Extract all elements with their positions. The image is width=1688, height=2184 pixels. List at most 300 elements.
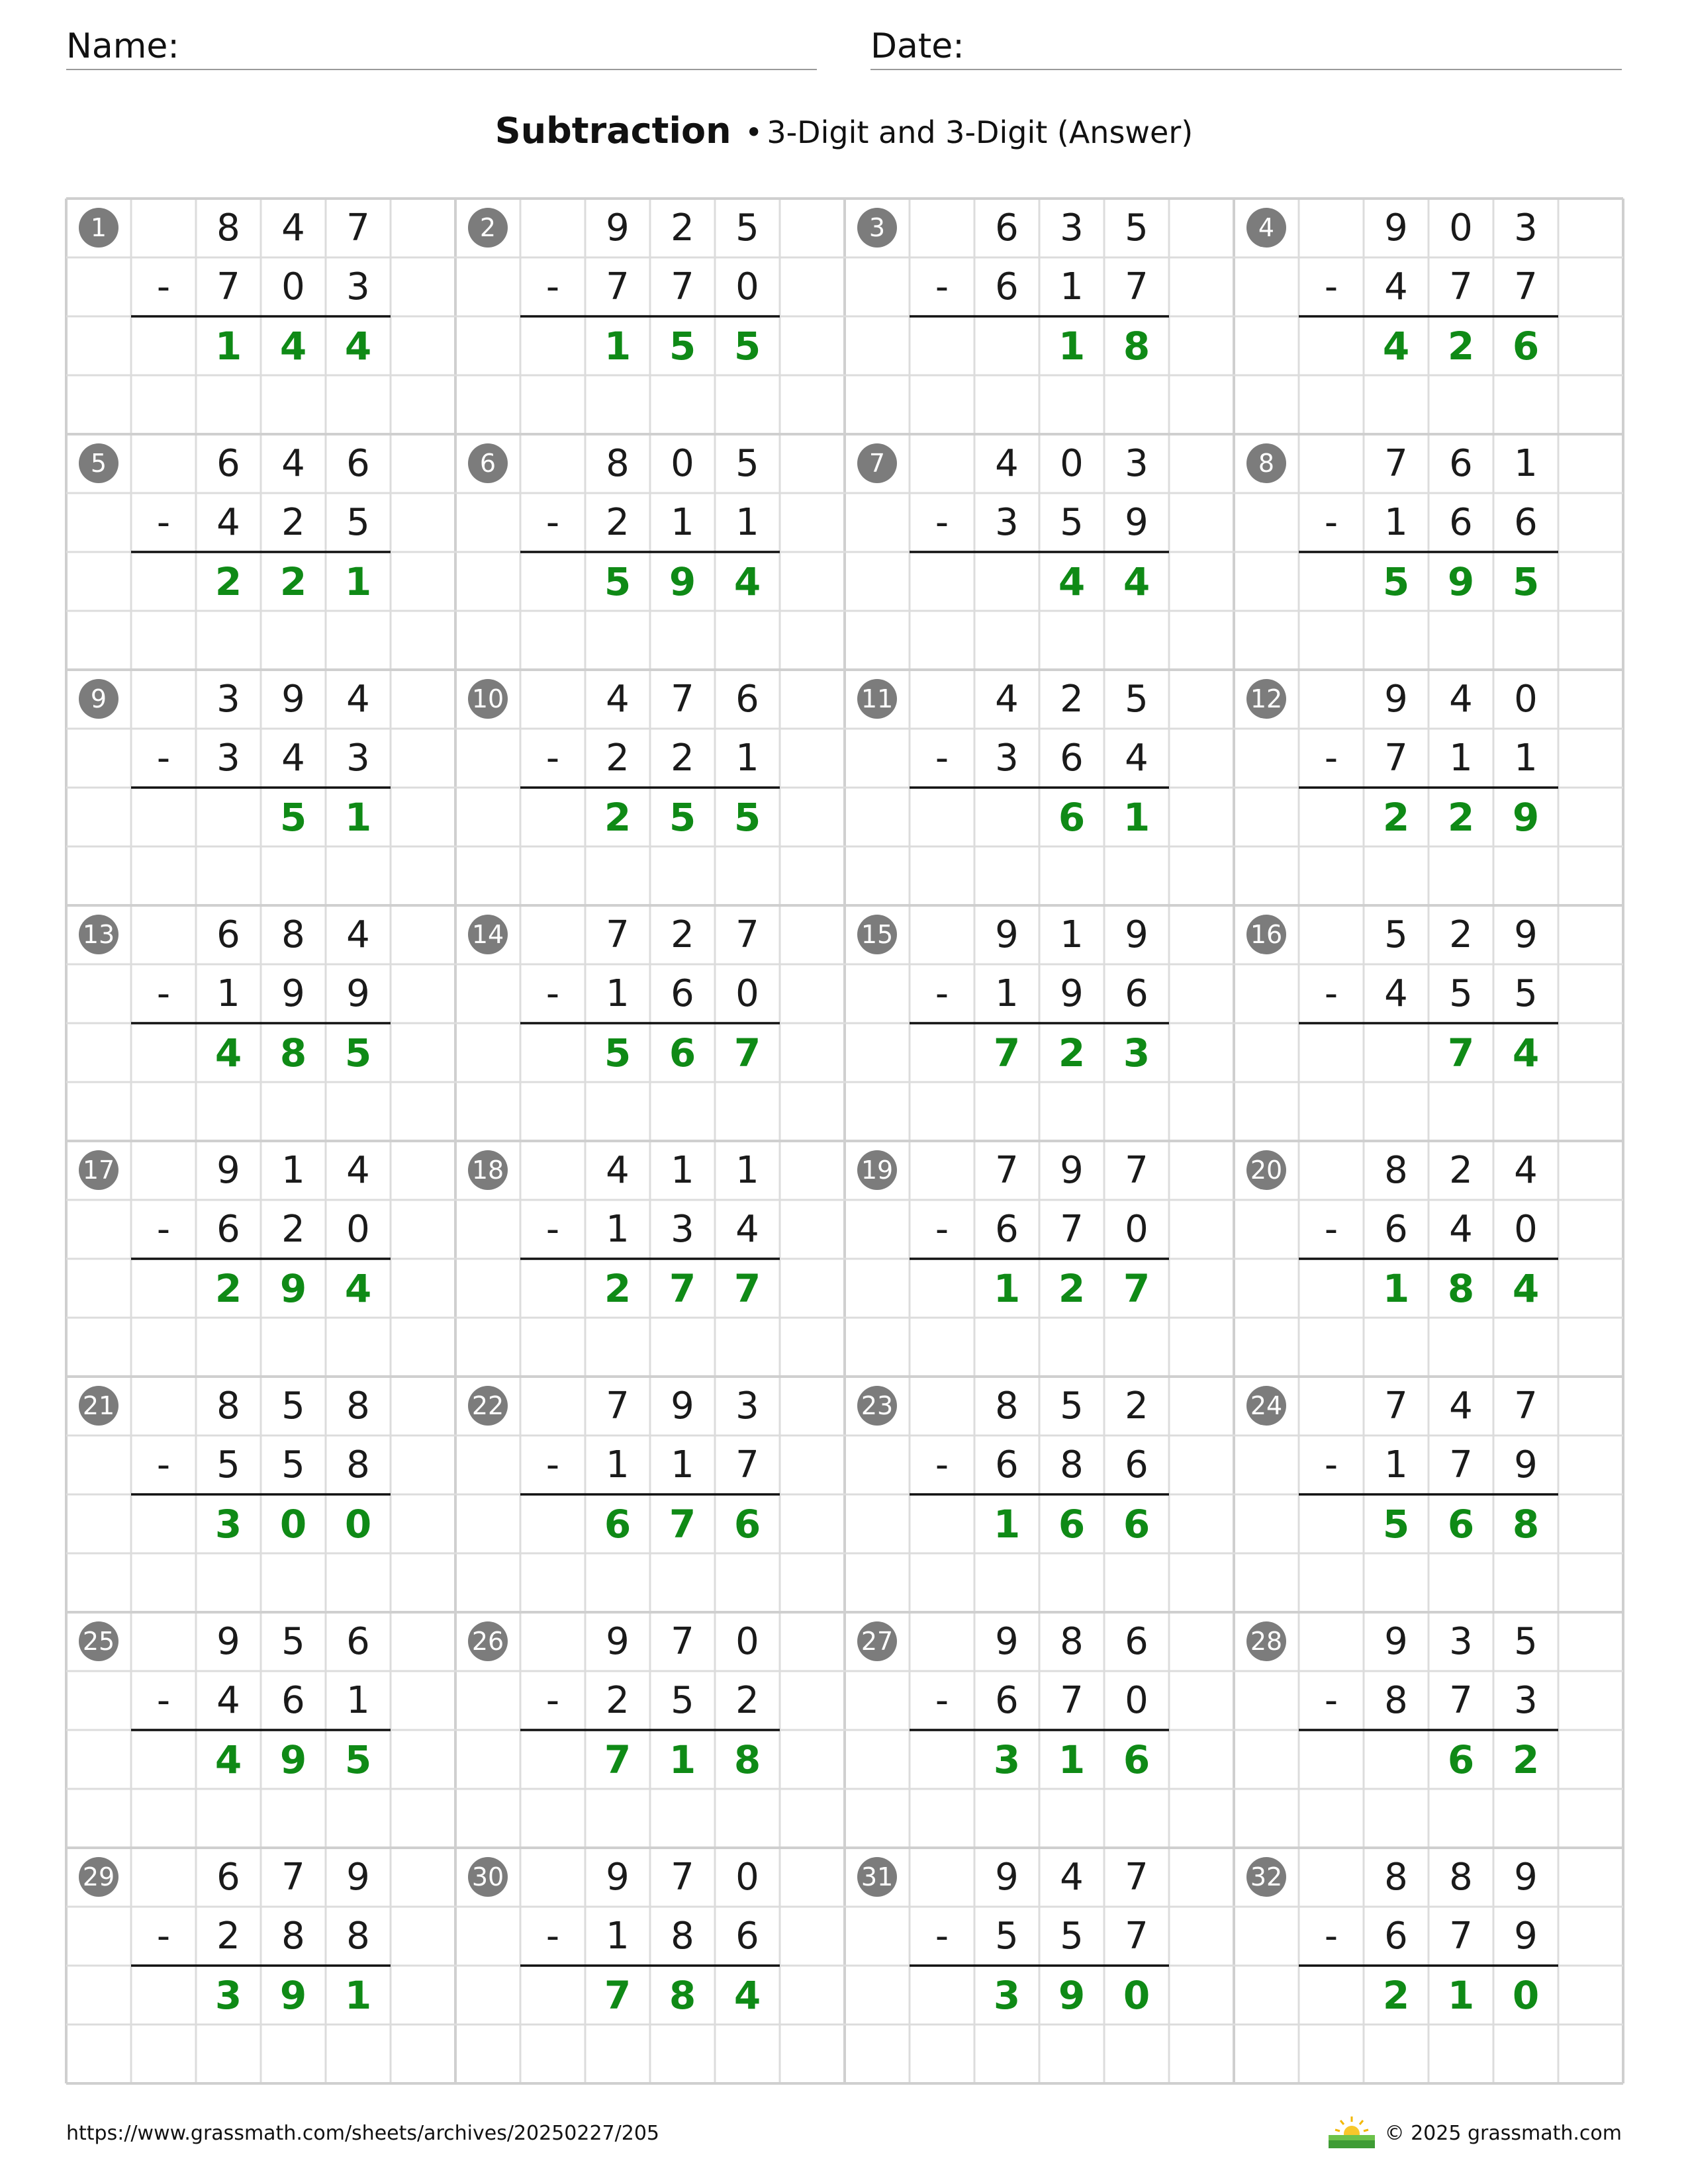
minus-sign: -: [545, 972, 560, 1015]
answer-digit: 9: [669, 559, 696, 604]
answer-digit: 1: [669, 1737, 696, 1782]
minuend-digit: 9: [281, 678, 305, 721]
answer-digit: 1: [1447, 1972, 1475, 2018]
minuend-digit: 3: [1514, 206, 1538, 250]
answer-digit: [1364, 1730, 1429, 1789]
minuend-digit: 7: [995, 1149, 1019, 1192]
subtrahend-digit: 1: [1060, 265, 1084, 308]
answer-digit: 6: [604, 1501, 632, 1547]
subtrahend-digit: 6: [1125, 972, 1149, 1015]
minuend-digit: 6: [1125, 1620, 1149, 1663]
subtrahend-digit: 6: [735, 1915, 759, 1958]
minuend-digit: 0: [1060, 442, 1084, 485]
minuend-digit: 6: [346, 442, 370, 485]
minus-sign: -: [935, 972, 949, 1015]
problem-number-badge: 29: [79, 1857, 118, 1897]
subtrahend-digit: 3: [216, 737, 240, 780]
minuend-digit: 7: [735, 913, 759, 956]
subtrahend-digit: 8: [346, 1443, 370, 1486]
answer-digit: 8: [1447, 1265, 1475, 1311]
answer-digit: 6: [1512, 323, 1540, 369]
minuend-digit: 6: [216, 442, 240, 485]
subtrahend-digit: 5: [995, 1915, 1019, 1958]
subtrahend-digit: 6: [995, 265, 1019, 308]
footer-url[interactable]: https://www.grassmath.com/sheets/archives/20250227/205: [66, 2122, 660, 2145]
subtrahend-digit: 7: [1125, 265, 1149, 308]
minuend-digit: 6: [735, 678, 759, 721]
answer-digit: 1: [604, 323, 632, 369]
answer-digit: 2: [1382, 1972, 1410, 2018]
minuend-digit: 3: [216, 678, 240, 721]
problem-number-badge: 3: [857, 208, 897, 248]
subtrahend-digit: 1: [1514, 737, 1538, 780]
minuend-digit: 4: [995, 678, 1019, 721]
answer-digit: 5: [1382, 559, 1410, 604]
answer-digit: 9: [279, 1265, 307, 1311]
minuend-digit: 9: [1514, 1856, 1538, 1899]
answer-digit: 0: [1123, 1972, 1150, 2018]
answer-digit: 7: [669, 1265, 696, 1311]
minus-sign: -: [1324, 1915, 1338, 1958]
minuend-digit: 9: [671, 1385, 694, 1428]
subtrahend-digit: 6: [1125, 1443, 1149, 1486]
answer-digit: 1: [993, 1265, 1021, 1311]
minus-sign: -: [935, 737, 949, 780]
subtrahend-digit: 1: [346, 1679, 370, 1722]
minus-sign: -: [156, 1208, 171, 1251]
subtrahend-digit: 7: [1060, 1208, 1084, 1251]
minuend-digit: 3: [1060, 206, 1084, 250]
answer-digit: 7: [993, 1030, 1021, 1075]
subtrahend-digit: 3: [671, 1208, 694, 1251]
minuend-digit: 9: [1384, 678, 1408, 721]
minus-sign: -: [545, 501, 560, 544]
answer-digit: 4: [344, 323, 372, 369]
minuend-digit: 8: [281, 913, 305, 956]
answer-digit: 2: [279, 559, 307, 604]
minuend-digit: 7: [1125, 1149, 1149, 1192]
subtrahend-digit: 6: [1060, 737, 1084, 780]
answer-digit: 8: [733, 1737, 761, 1782]
subtrahend-digit: 4: [1125, 737, 1149, 780]
minuend-digit: 5: [281, 1385, 305, 1428]
minuend-digit: 8: [606, 442, 630, 485]
minuend-digit: 7: [1384, 1385, 1408, 1428]
minus-sign: -: [1324, 1443, 1338, 1486]
subtrahend-digit: 1: [735, 501, 759, 544]
answer-digit: 8: [279, 1030, 307, 1075]
grass-sun-logo-icon: [1327, 2115, 1376, 2150]
subtrahend-digit: 6: [1514, 501, 1538, 544]
subtrahend-digit: 5: [1060, 501, 1084, 544]
answer-digit: 9: [279, 1737, 307, 1782]
answer-digit: 1: [1058, 1737, 1086, 1782]
subtrahend-digit: 1: [606, 972, 630, 1015]
minuend-digit: 5: [1514, 1620, 1538, 1663]
answer-digit: 4: [214, 1030, 242, 1075]
answer-digit: 7: [733, 1030, 761, 1075]
problem-number-badge: 8: [1246, 443, 1286, 483]
subtrahend-digit: 5: [216, 1443, 240, 1486]
answer-digit: 4: [733, 559, 761, 604]
subtrahend-digit: 7: [1449, 1679, 1473, 1722]
minuend-digit: 6: [216, 1856, 240, 1899]
answer-digit: 6: [1123, 1501, 1150, 1547]
minuend-digit: 8: [216, 1385, 240, 1428]
subtrahend-digit: 2: [281, 1208, 305, 1251]
minus-sign: -: [545, 737, 560, 780]
subtrahend-digit: 9: [346, 972, 370, 1015]
minuend-digit: 3: [1125, 442, 1149, 485]
minuend-digit: 1: [671, 1149, 694, 1192]
answer-digit: 4: [1512, 1265, 1540, 1311]
problem-number-badge: 12: [1246, 679, 1286, 719]
subtrahend-digit: 1: [606, 1443, 630, 1486]
answer-digit: 1: [1058, 323, 1086, 369]
minuend-digit: 4: [606, 678, 630, 721]
subtrahend-digit: 2: [606, 1679, 630, 1722]
problem-number-badge: 6: [468, 443, 508, 483]
minuend-digit: 4: [995, 442, 1019, 485]
minuend-digit: 7: [606, 913, 630, 956]
minuend-digit: 6: [995, 206, 1019, 250]
minuend-digit: 2: [1125, 1385, 1149, 1428]
subtrahend-digit: 1: [1449, 737, 1473, 780]
minuend-digit: 1: [1514, 442, 1538, 485]
minus-sign: -: [935, 1679, 949, 1722]
answer-digit: 2: [214, 559, 242, 604]
minuend-digit: 7: [281, 1856, 305, 1899]
subtrahend-digit: 1: [1384, 1443, 1408, 1486]
minuend-digit: 0: [671, 442, 694, 485]
subtrahend-digit: 1: [606, 1208, 630, 1251]
answer-digit: 6: [669, 1030, 696, 1075]
problem-number-badge: 28: [1246, 1621, 1286, 1661]
minuend-digit: 5: [281, 1620, 305, 1663]
minuend-digit: 8: [1060, 1620, 1084, 1663]
minuend-digit: 7: [346, 206, 370, 250]
answer-digit: 6: [733, 1501, 761, 1547]
answer-digit: 5: [344, 1030, 372, 1075]
answer-digit: 4: [214, 1737, 242, 1782]
problem-number-badge: 31: [857, 1857, 897, 1897]
problem-number-badge: 21: [79, 1386, 118, 1426]
subtrahend-digit: 6: [216, 1208, 240, 1251]
minuend-digit: 0: [1449, 206, 1473, 250]
minuend-digit: 0: [735, 1856, 759, 1899]
answer-digit: 7: [1447, 1030, 1475, 1075]
problem-number-badge: 27: [857, 1621, 897, 1661]
answer-digit: [974, 788, 1039, 846]
subtrahend-digit: 4: [216, 501, 240, 544]
answer-digit: 2: [1447, 794, 1475, 840]
answer-digit: 2: [1058, 1265, 1086, 1311]
subtrahend-digit: 3: [346, 737, 370, 780]
minuend-digit: 5: [1125, 206, 1149, 250]
minus-sign: -: [1324, 737, 1338, 780]
answer-digit: 3: [993, 1737, 1021, 1782]
subtrahend-digit: 9: [1514, 1443, 1538, 1486]
subtrahend-digit: 8: [1384, 1679, 1408, 1722]
subtrahend-digit: 9: [1125, 501, 1149, 544]
minus-sign: -: [156, 737, 171, 780]
minuend-digit: 7: [1514, 1385, 1538, 1428]
answer-digit: 7: [1123, 1265, 1150, 1311]
minuend-digit: 1: [1060, 913, 1084, 956]
answer-digit: 4: [1512, 1030, 1540, 1075]
subtrahend-digit: 1: [1384, 501, 1408, 544]
answer-digit: 4: [1058, 559, 1086, 604]
problem-number-badge: 25: [79, 1621, 118, 1661]
subtrahend-digit: 7: [606, 265, 630, 308]
answer-digit: 6: [1058, 1501, 1086, 1547]
minuend-digit: 7: [671, 678, 694, 721]
subtrahend-digit: 6: [1449, 501, 1473, 544]
answer-digit: 8: [669, 1972, 696, 2018]
minuend-digit: 8: [1384, 1149, 1408, 1192]
answer-digit: 2: [1447, 323, 1475, 369]
subtrahend-digit: 1: [735, 737, 759, 780]
minuend-digit: 8: [1449, 1856, 1473, 1899]
answer-digit: 5: [1382, 1501, 1410, 1547]
minuend-digit: 2: [1060, 678, 1084, 721]
answer-digit: 9: [1447, 559, 1475, 604]
answer-digit: 4: [1382, 323, 1410, 369]
answer-digit: [1364, 1023, 1429, 1082]
minuend-digit: 7: [1384, 442, 1408, 485]
subtrahend-digit: 7: [1449, 1915, 1473, 1958]
title-main: Subtraction: [494, 110, 731, 152]
answer-digit: 2: [604, 1265, 632, 1311]
subtrahend-digit: 9: [1514, 1915, 1538, 1958]
subtrahend-digit: 8: [671, 1915, 694, 1958]
subtrahend-digit: 1: [671, 501, 694, 544]
minuend-digit: 9: [1060, 1149, 1084, 1192]
problem-number-badge: 11: [857, 679, 897, 719]
minuend-digit: 5: [1384, 913, 1408, 956]
answer-digit: 3: [993, 1972, 1021, 2018]
answer-digit: 7: [669, 1501, 696, 1547]
minuend-digit: 2: [1449, 1149, 1473, 1192]
subtrahend-digit: 3: [1514, 1679, 1538, 1722]
minuend-digit: 1: [735, 1149, 759, 1192]
subtrahend-digit: 6: [995, 1679, 1019, 1722]
answer-digit: 0: [279, 1501, 307, 1547]
minuend-digit: 4: [1514, 1149, 1538, 1192]
minuend-digit: 6: [1449, 442, 1473, 485]
answer-digit: 1: [993, 1501, 1021, 1547]
answer-digit: 6: [1447, 1737, 1475, 1782]
answer-digit: 1: [1123, 794, 1150, 840]
subtrahend-digit: 4: [1449, 1208, 1473, 1251]
subtrahend-digit: 8: [281, 1915, 305, 1958]
minus-sign: -: [1324, 1208, 1338, 1251]
problem-number-badge: 9: [79, 679, 118, 719]
subtrahend-digit: 7: [1384, 737, 1408, 780]
problem-number-badge: 30: [468, 1857, 508, 1897]
minuend-digit: 5: [1125, 678, 1149, 721]
answer-digit: 9: [1058, 1972, 1086, 2018]
answer-digit: 7: [604, 1737, 632, 1782]
subtrahend-digit: 0: [1125, 1208, 1149, 1251]
minuend-digit: 6: [346, 1620, 370, 1663]
problem-number-badge: 32: [1246, 1857, 1286, 1897]
minuend-digit: 5: [1060, 1385, 1084, 1428]
minuend-digit: 7: [606, 1385, 630, 1428]
problem-number-badge: 26: [468, 1621, 508, 1661]
answer-digit: 1: [344, 559, 372, 604]
subtrahend-digit: 6: [995, 1443, 1019, 1486]
answer-digit: 4: [279, 323, 307, 369]
answer-digit: 5: [279, 794, 307, 840]
minuend-digit: 9: [346, 1856, 370, 1899]
subtrahend-digit: 9: [281, 972, 305, 1015]
subtrahend-digit: 2: [735, 1679, 759, 1722]
answer-digit: 4: [1123, 559, 1150, 604]
answer-digit: [974, 316, 1039, 375]
answer-digit: 9: [279, 1972, 307, 2018]
answer-digit: 8: [1123, 323, 1150, 369]
subtrahend-digit: 4: [1384, 972, 1408, 1015]
subtrahend-digit: 5: [1514, 972, 1538, 1015]
minuend-digit: 6: [216, 913, 240, 956]
answer-digit: 5: [604, 559, 632, 604]
minus-sign: -: [156, 501, 171, 544]
minus-sign: -: [935, 501, 949, 544]
subtrahend-digit: 9: [1060, 972, 1084, 1015]
footer-copyright: © 2025 grassmath.com: [1384, 2122, 1622, 2145]
minus-sign: -: [1324, 1679, 1338, 1722]
answer-digit: 4: [344, 1265, 372, 1311]
answer-digit: [974, 552, 1039, 611]
answer-digit: 5: [1512, 559, 1540, 604]
subtrahend-digit: 0: [346, 1208, 370, 1251]
subtrahend-digit: 1: [671, 1443, 694, 1486]
minus-sign: -: [1324, 972, 1338, 1015]
subtrahend-digit: 3: [346, 265, 370, 308]
subtrahend-digit: 1: [216, 972, 240, 1015]
minuend-digit: 8: [995, 1385, 1019, 1428]
minuend-digit: 8: [1384, 1856, 1408, 1899]
minus-sign: -: [545, 265, 560, 308]
minuend-digit: 2: [1449, 913, 1473, 956]
answer-digit: 2: [214, 1265, 242, 1311]
minus-sign: -: [935, 1208, 949, 1251]
minuend-digit: 0: [735, 1620, 759, 1663]
title-separator: •: [745, 114, 763, 150]
minuend-digit: 7: [671, 1856, 694, 1899]
subtrahend-digit: 5: [281, 1443, 305, 1486]
problem-number-badge: 23: [857, 1386, 897, 1426]
minuend-digit: 9: [1384, 206, 1408, 250]
minus-sign: -: [935, 265, 949, 308]
minuend-digit: 4: [1449, 678, 1473, 721]
answer-digit: 5: [669, 794, 696, 840]
minuend-digit: 4: [281, 206, 305, 250]
answer-digit: 9: [1512, 794, 1540, 840]
minus-sign: -: [545, 1679, 560, 1722]
problem-number-badge: 18: [468, 1150, 508, 1190]
answer-digit: 1: [344, 794, 372, 840]
minuend-digit: 9: [216, 1620, 240, 1663]
title-subtitle: 3-Digit and 3-Digit (Answer): [767, 114, 1194, 150]
subtrahend-digit: 5: [1060, 1915, 1084, 1958]
subtrahend-digit: 4: [735, 1208, 759, 1251]
answer-digit: 0: [1512, 1972, 1540, 2018]
subtrahend-digit: 8: [1060, 1443, 1084, 1486]
minuend-digit: 9: [995, 913, 1019, 956]
subtrahend-digit: 3: [995, 737, 1019, 780]
problem-number-badge: 15: [857, 915, 897, 954]
minus-sign: -: [1324, 501, 1338, 544]
problem-number-badge: 5: [79, 443, 118, 483]
minuend-digit: 9: [606, 1620, 630, 1663]
subtrahend-digit: 0: [1125, 1679, 1149, 1722]
answer-digit: 0: [344, 1501, 372, 1547]
problem-number-badge: 1: [79, 208, 118, 248]
problem-number-badge: 4: [1246, 208, 1286, 248]
minuend-digit: 3: [735, 1385, 759, 1428]
minus-sign: -: [545, 1208, 560, 1251]
minuend-digit: 0: [1514, 678, 1538, 721]
subtrahend-digit: 2: [281, 501, 305, 544]
minus-sign: -: [1324, 265, 1338, 308]
answer-digit: 3: [1123, 1030, 1150, 1075]
subtrahend-digit: 6: [671, 972, 694, 1015]
subtrahend-digit: 5: [671, 1679, 694, 1722]
subtrahend-digit: 7: [671, 265, 694, 308]
subtrahend-digit: 6: [1384, 1915, 1408, 1958]
subtrahend-digit: 7: [1449, 1443, 1473, 1486]
minuend-digit: 4: [346, 1149, 370, 1192]
problem-number-badge: 14: [468, 915, 508, 954]
minus-sign: -: [156, 1679, 171, 1722]
problem-number-badge: 22: [468, 1386, 508, 1426]
minuend-digit: 8: [216, 206, 240, 250]
problem-number-badge: 19: [857, 1150, 897, 1190]
subtrahend-digit: 7: [216, 265, 240, 308]
subtrahend-digit: 7: [1449, 265, 1473, 308]
minus-sign: -: [156, 1915, 171, 1958]
subtrahend-digit: 2: [606, 737, 630, 780]
answer-digit: 1: [344, 1972, 372, 2018]
subtrahend-digit: 0: [1514, 1208, 1538, 1251]
answer-digit: 5: [669, 323, 696, 369]
subtrahend-digit: 7: [735, 1443, 759, 1486]
minuend-digit: 1: [281, 1149, 305, 1192]
subtrahend-digit: 7: [1125, 1915, 1149, 1958]
answer-digit: 7: [733, 1265, 761, 1311]
minus-sign: -: [156, 1443, 171, 1486]
minuend-digit: 8: [346, 1385, 370, 1428]
subtrahend-digit: 0: [281, 265, 305, 308]
problem-number-badge: 13: [79, 915, 118, 954]
subtrahend-digit: 4: [1384, 265, 1408, 308]
subtrahend-digit: 7: [1514, 265, 1538, 308]
subtrahend-digit: 3: [995, 501, 1019, 544]
subtrahend-digit: 2: [671, 737, 694, 780]
subtrahend-digit: 1: [606, 1915, 630, 1958]
answer-digit: 2: [604, 794, 632, 840]
minuend-digit: 4: [346, 678, 370, 721]
problem-number-badge: 24: [1246, 1386, 1286, 1426]
minuend-digit: 4: [281, 442, 305, 485]
subtrahend-digit: 6: [281, 1679, 305, 1722]
minuend-digit: 5: [735, 206, 759, 250]
answer-digit: 3: [214, 1972, 242, 2018]
answer-digit: 6: [1447, 1501, 1475, 1547]
minuend-digit: 3: [1449, 1620, 1473, 1663]
